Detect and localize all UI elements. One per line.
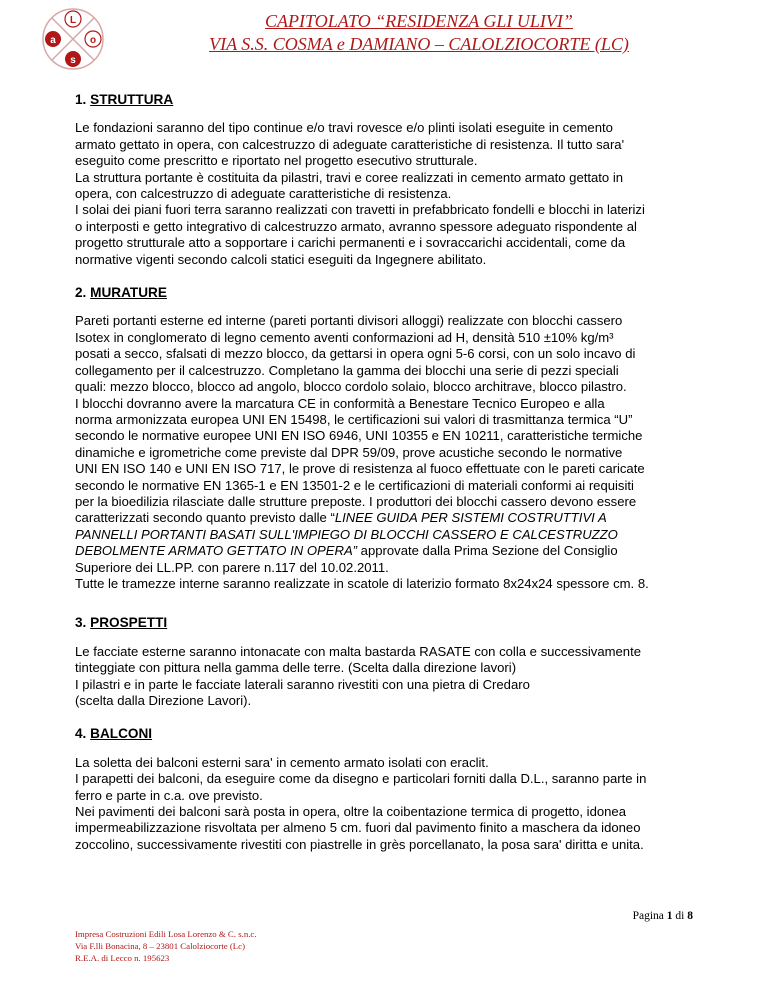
text-line: Tutte le tramezze interne saranno realizzate in scatole di laterizio formato 8x24x24 spessore cm. 8. [75,575,649,591]
svg-text:s: s [70,55,76,66]
text-line: secondo le normative EN 1365-1 e EN 13501-2 e le certificazioni di materiali conformi ai requisiti [75,477,634,493]
section-number: 4. [75,726,91,742]
guideline-title: PANNELLI PORTANTI BASATI SULL'IMPIEGO DI BLOCCHI CASSERO E CALCESTRUZZO [75,526,618,542]
text-line: opera, con calcestruzzo di adeguate caratteristiche di resistenza. [75,186,452,202]
section-paragraph-prospetti [75,644,700,710]
text-line: approvate dalla Prima Sezione del Consiglio [357,543,618,559]
text-line: ferro e parte in c.a. ove previsto. [75,787,263,803]
page-number [633,910,693,922]
text-line: posati a secco, sfalsati di mezzo blocco, da gettarsi in opera ogni 5-6 corsi, con un solo incavo di [75,346,636,362]
text-line: (scelta dalla Direzione Lavori). [75,693,252,708]
text-line: I solai dei piani fuori terra saranno realizzati con travetti in prefabbricato fondelli e blocchi in laterizi [75,202,645,218]
section-paragraph-murature [75,313,700,592]
text-line: armato gettato in opera, con calcestruzzo di adeguate caratteristiche di resistenza. Il tutto sara' [75,136,625,152]
text-line: zoccolino, successivamente rivestiti con piastrelle in grès porcellanato, la posa sara' diritta e unita. [75,836,644,852]
header-address: VIA S.S. COSMA e DAMIANO – CALOLZIOCORTE (LC) [209,34,629,54]
text-line: Superiore dei LL.PP. con parere n.117 del 10.02.2011. [75,559,389,575]
svg-text:o: o [89,35,97,46]
company-logo [40,6,106,72]
section-paragraph-struttura [75,120,700,268]
text-line: dinamiche e igrometriche come previste dal DPR 59/09, prove acustiche secondo le normative [75,444,623,460]
company-name: Impresa Costruzioni Edili Losa Lorenzo & C. s.n.c. [75,929,257,939]
company-rea: R.E.A. di Lecco n. 195623 [75,953,170,963]
text-line: Nei pavimenti dei balconi sarà posta in opera, oltre la coibentazione termica di progetto, idonea [75,804,626,820]
text-line: Le fondazioni saranno del tipo continue e/o travi rovesce e/o plinti isolati eseguite in cemento [75,120,613,136]
guideline-title: LINEE GUIDA PER SISTEMI COSTRUTTIVI A [334,510,607,526]
text-line: norma armonizzata europea UNI EN 15498, le certificazioni sui valori di trasmittanza termica “U” [75,411,633,427]
text-line: caratterizzati secondo quanto previsto dalle “ [75,510,335,526]
text-line: per la bioedilizia rilasciate dalle strutture preposte. I produttori dei blocchi cassero devono essere [75,493,637,509]
text-line: progetto strutturale atto a sopportare i carichi permanenti e i sovraccarichi accidentali, come da [75,235,626,251]
text-line: o interposti e getto integrativo di calcestruzzo armato, avranno spessore adeguato rispondente al [75,218,637,234]
section-paragraph-balconi [75,755,700,853]
text-line: collegamento per il calcestruzzo. Completano la gamma dei blocchi una serie di pezzi speciali [75,362,619,378]
section-number: 3. [75,615,91,631]
text-line: La struttura portante è costituita da pilastri, travi e coree realizzati in cemento armato gettato in [75,169,624,185]
text-line: Le facciate esterne saranno intonacate con malta bastarda RASATE con colla e successivamente [75,643,642,659]
text-line: UNI EN ISO 140 e UNI EN ISO 717, le prove di resistenza al fuoco effettuate con le pareti caricate [75,461,645,477]
section-number: 2. [75,285,91,301]
guideline-title: DEBOLMENTE ARMATO GETTATO IN OPERA” [75,543,358,559]
section-title: MURATURE [90,285,167,301]
company-footer [75,928,257,964]
text-line: Isotex in conglomerato di legno cemento aventi conformazioni ad H, densità 510 ±10% kg/m³ [75,329,614,345]
section-title: PROSPETTI [90,615,168,631]
page-label: Pagina [632,910,664,922]
document-body [75,92,700,853]
page-of-label: di [675,910,685,922]
text-line: secondo le normative europee UNI EN ISO 6946, UNI 10355 e EN 10211, caratteristiche termiche [75,428,643,444]
section-title: BALCONI [90,726,153,742]
section-heading-struttura [75,92,700,108]
page-current: 1 [666,910,673,922]
section-heading-prospetti [75,615,700,631]
section-heading-murature [75,285,700,301]
text-line: Pareti portanti esterne ed interne (pareti portanti divisori alloggi) realizzate con blocchi cassero [75,313,623,329]
section-title: STRUTTURA [90,92,174,107]
text-line: La soletta dei balconi esterni sara' in cemento armato isolati con eraclit. [75,754,489,770]
page-total: 8 [687,910,693,922]
text-line: I pilastri e in parte le facciate laterali saranno rivestiti con una pietra di Credaro [75,676,530,692]
section-heading-balconi [75,726,700,742]
text-line: I parapetti dei balconi, da eseguire come da disegno e particolari forniti dalla D.L., saranno parte in [75,771,647,787]
header-title: CAPITOLATO “RESIDENZA GLI ULIVI” [265,11,573,31]
svg-text:L: L [69,15,77,26]
text-line: eseguito come prescritto e riportato nel progetto esecutivo strutturale. [75,153,478,169]
section-number: 1. [75,92,91,107]
text-line: normative vigenti secondo calcoli statici eseguiti da Ingegnere abilitato. [75,251,487,267]
svg-text:a: a [50,35,56,46]
page-header [110,10,728,56]
text-line: quali: mezzo blocco, blocco ad angolo, blocco cordolo solaio, blocco architrave, blocco pilastro. [75,379,627,395]
company-address: Via F.lli Bonacina, 8 – 23801 Calolziocorte (Lc) [75,941,246,951]
text-line: I blocchi dovranno avere la marcatura CE in conformità a Benestare Tecnico Europeo e alla [75,395,605,411]
text-line: impermeabilizzazione risvoltata per almeno 5 cm. fuori dal pavimento finito a maschera da idoneo [75,820,641,836]
text-line: tinteggiate con pittura nella gamma delle terre. (Scelta dalla direzione lavori) [75,660,517,676]
